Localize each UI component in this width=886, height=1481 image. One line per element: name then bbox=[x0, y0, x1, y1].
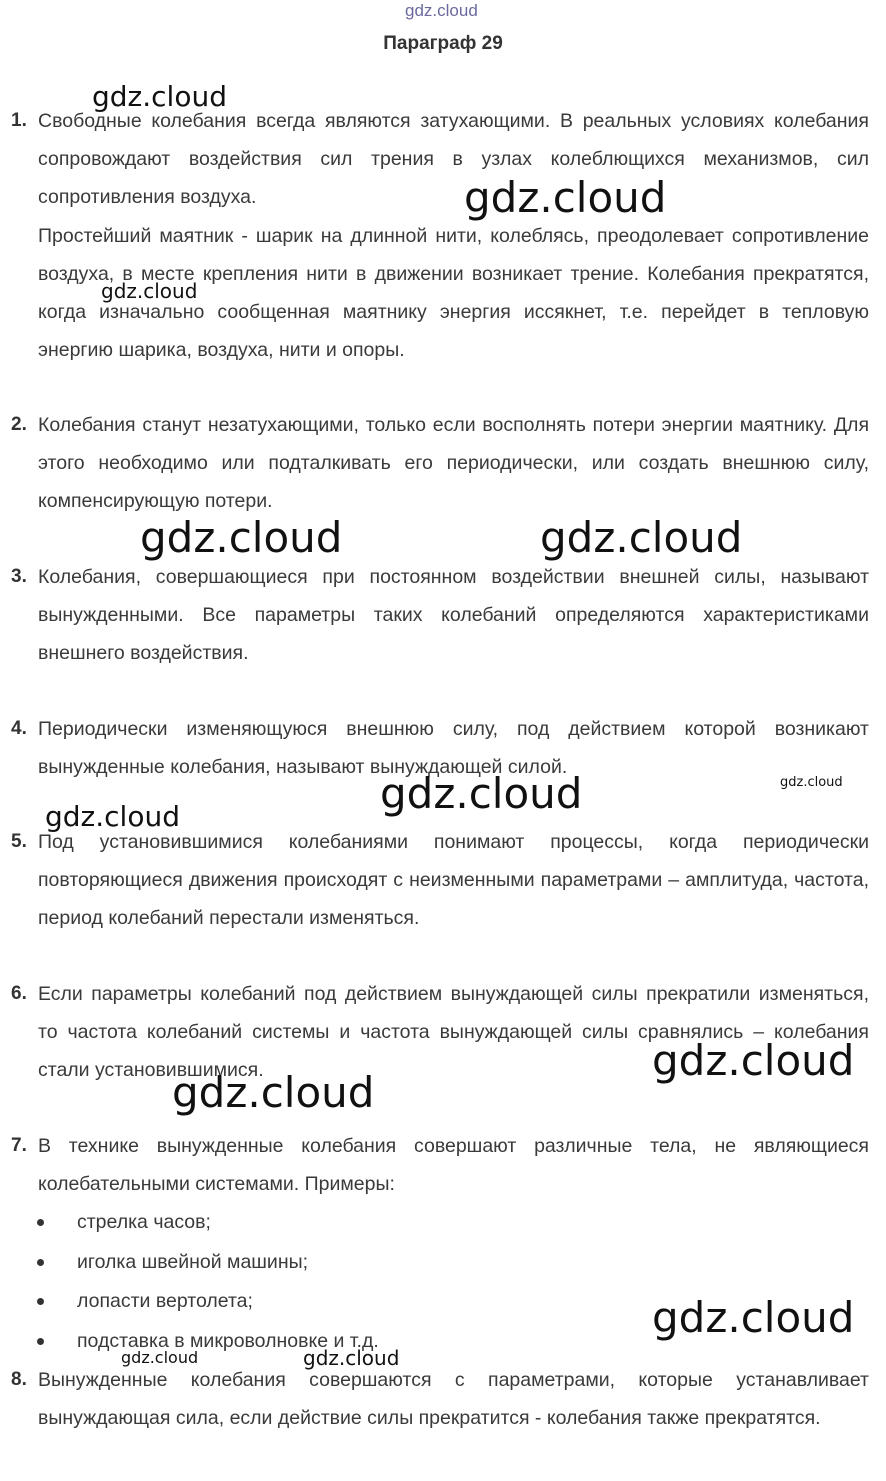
item-number: 5. bbox=[11, 831, 27, 852]
watermark: gdz.cloud bbox=[140, 513, 343, 562]
watermark: gdz.cloud bbox=[303, 1346, 400, 1370]
watermark: gdz.cloud bbox=[45, 800, 180, 833]
item-number: 4. bbox=[11, 718, 27, 739]
watermark: gdz.cloud bbox=[121, 1348, 199, 1367]
bullet-dot bbox=[37, 1298, 44, 1305]
item-number: 2. bbox=[11, 414, 27, 435]
item-paragraph: Если параметры колебаний под действием вынуждающей силы прекратили изменяться, то частота колебаний системы и частота вынуждающей силы сравнялись – колебания стали установившимися. bbox=[38, 983, 869, 1081]
watermark: gdz.cloud bbox=[652, 1036, 855, 1085]
watermark: gdz.cloud bbox=[540, 513, 743, 562]
list-item-text: подставка в микроволновке и т.д. bbox=[77, 1329, 379, 1352]
item-paragraph: Колебания, совершающиеся при постоянном воздействии внешней силы, называют вынужденными. Все параметры таких колебаний определяются характеристиками внешнего воздействия. bbox=[38, 566, 869, 664]
header-watermark: gdz.cloud bbox=[405, 1, 478, 20]
watermark: gdz.cloud bbox=[380, 769, 583, 818]
list-item bbox=[0, 1203, 886, 1243]
list-item bbox=[0, 1243, 886, 1283]
item-paragraph: Свободные колебания всегда являются затухающими. В реальных условиях колебания сопровождают воздействия сил трения в узлах колеблющихся механизмов, сил сопротивления воздуха. bbox=[38, 110, 869, 208]
watermark: gdz.cloud bbox=[101, 279, 198, 303]
item-paragraph: Периодически изменяющуюся внешнюю силу, под действием которой возникают вынужденные колебания, называют вынуждающей силой. bbox=[38, 718, 869, 778]
list-item-text: стрелка часов; bbox=[77, 1211, 211, 1233]
page-title: Параграф 29 bbox=[383, 33, 503, 54]
watermark: gdz.cloud bbox=[652, 1293, 855, 1342]
item-number: 3. bbox=[11, 566, 27, 587]
watermark: gdz.cloud bbox=[464, 173, 667, 222]
item-number: 6. bbox=[11, 983, 27, 1004]
item-paragraph: Под установившимися колебаниями понимают процессы, когда периодически повторяющиеся движения происходят с неизменными параметрами – амплитуда, частота, период колебаний перестали изменяться. bbox=[38, 831, 869, 929]
bullet-dot bbox=[37, 1259, 44, 1266]
item-paragraph: В технике вынужденные колебания совершают различные тела, не являющиеся колебательными системами. Примеры: bbox=[38, 1135, 869, 1195]
item-number: 1. bbox=[11, 110, 27, 131]
item-number: 7. bbox=[11, 1135, 27, 1156]
list-item-text: лопасти вертолета; bbox=[77, 1290, 253, 1312]
item-paragraph: Колебания станут незатухающими, только если восполнять потери энергии маятнику. Для этого необходимо или подталкивать его периодически, или создать внешнюю силу, компенсирующую потери. bbox=[38, 414, 869, 512]
item-paragraph: Вынужденные колебания совершаются с параметрами, которые устанавливает вынуждающая сила, если действие силы прекратится - колебания также прекратятся. bbox=[38, 1369, 869, 1429]
watermark: gdz.cloud bbox=[92, 80, 227, 113]
bullet-dot bbox=[37, 1338, 44, 1345]
watermark: gdz.cloud bbox=[780, 775, 843, 790]
bullet-dot bbox=[37, 1219, 44, 1226]
list-item-text: иголка швейной машины; bbox=[77, 1250, 309, 1273]
item-number: 8. bbox=[11, 1369, 27, 1390]
watermark: gdz.cloud bbox=[172, 1068, 375, 1117]
item-paragraph: Простейший маятник - шарик на длинной нити, колеблясь, преодолевает сопротивление воздуха, в месте крепления нити в движении возникает трение. Колебания прекратятся, когда изначально сообщенная маятнику энергия иссякнет, т.е. перейдет в тепловую энергию шарика, воздуха, нити и опоры. bbox=[38, 225, 869, 361]
